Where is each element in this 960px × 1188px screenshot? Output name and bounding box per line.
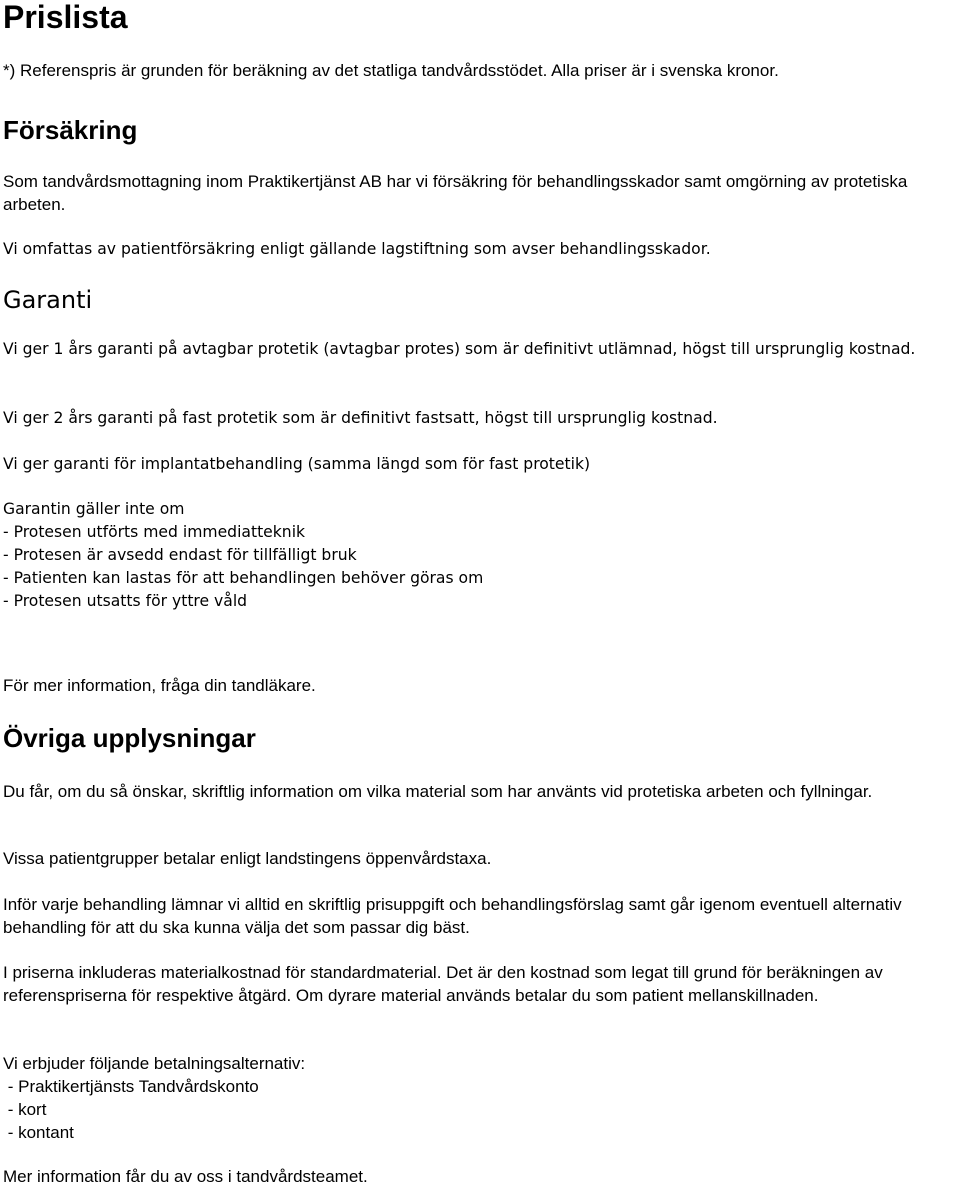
warranty-heading: Garanti bbox=[3, 286, 93, 314]
intro-text: *) Referenspris är grunden för beräkning av det statliga tandvårdsstödet. Alla priser är i svenska kronor. bbox=[3, 61, 779, 80]
warranty-paragraph-3: Vi ger garanti för implantatbehandling (samma längd som för fast protetik) bbox=[3, 455, 591, 473]
insurance-paragraph-1: Som tandvårdsmottagning inom Praktikertjänst AB har vi försäkring för behandlingsskador samt omgörning av protetiska arbeten. bbox=[3, 172, 908, 214]
payment-options bbox=[3, 1052, 958, 1144]
other-info-heading: Övriga upplysningar bbox=[3, 723, 256, 753]
other-paragraph-1: Du får, om du så önskar, skriftlig information om vilka material som har använts vid protetiska arbeten och fyllningar. bbox=[3, 782, 873, 801]
payment-option: - Praktikertjänsts Tandvårdskonto bbox=[3, 1077, 259, 1096]
warranty-exceptions bbox=[3, 498, 958, 613]
exception-item: - Protesen är avsedd endast för tillfälligt bruk bbox=[3, 546, 357, 564]
other-paragraph-4: I priserna inkluderas materialkostnad för standardmaterial. Det är den kostnad som legat till grund för beräkningen av referenspriserna för respektive åtgärd. Om dyrare material används betalar du som patient mellanskillnaden. bbox=[3, 963, 883, 1005]
insurance-heading: Försäkring bbox=[3, 115, 138, 145]
payment-option: - kontant bbox=[3, 1123, 74, 1142]
payment-option: - kort bbox=[3, 1100, 47, 1119]
exception-item: - Protesen utförts med immediatteknik bbox=[3, 523, 306, 541]
footer-text: Mer information får du av oss i tandvårdsteamet. bbox=[3, 1167, 368, 1186]
other-paragraph-3: Inför varje behandling lämnar vi alltid en skriftlig prisuppgift och behandlingsförslag samt går igenom eventuell alternativ behandling för att du ska kunna välja det som passar dig bäst. bbox=[3, 895, 902, 937]
warranty-paragraph-2: Vi ger 2 års garanti på fast protetik som är definitivt fastsatt, högst till ursprunglig kostnad. bbox=[3, 409, 718, 427]
exception-item: - Protesen utsatts för yttre våld bbox=[3, 592, 248, 610]
payment-intro: Vi erbjuder följande betalningsalternativ: bbox=[3, 1054, 306, 1073]
insurance-paragraph-2: Vi omfattas av patientförsäkring enligt gällande lagstiftning som avser behandlingsskador. bbox=[3, 240, 711, 258]
page-title: Prislista bbox=[3, 0, 128, 35]
exception-item: - Patienten kan lastas för att behandlingen behöver göras om bbox=[3, 569, 484, 587]
other-paragraph-2: Vissa patientgrupper betalar enligt landstingens öppenvårdstaxa. bbox=[3, 849, 492, 868]
exceptions-intro: Garantin gäller inte om bbox=[3, 500, 185, 518]
warranty-paragraph-1: Vi ger 1 års garanti på avtagbar protetik (avtagbar protes) som är definitivt utlämnad, högst till ursprunglig kostnad. bbox=[3, 340, 916, 358]
warranty-more-info: För mer information, fråga din tandläkare. bbox=[3, 676, 316, 695]
